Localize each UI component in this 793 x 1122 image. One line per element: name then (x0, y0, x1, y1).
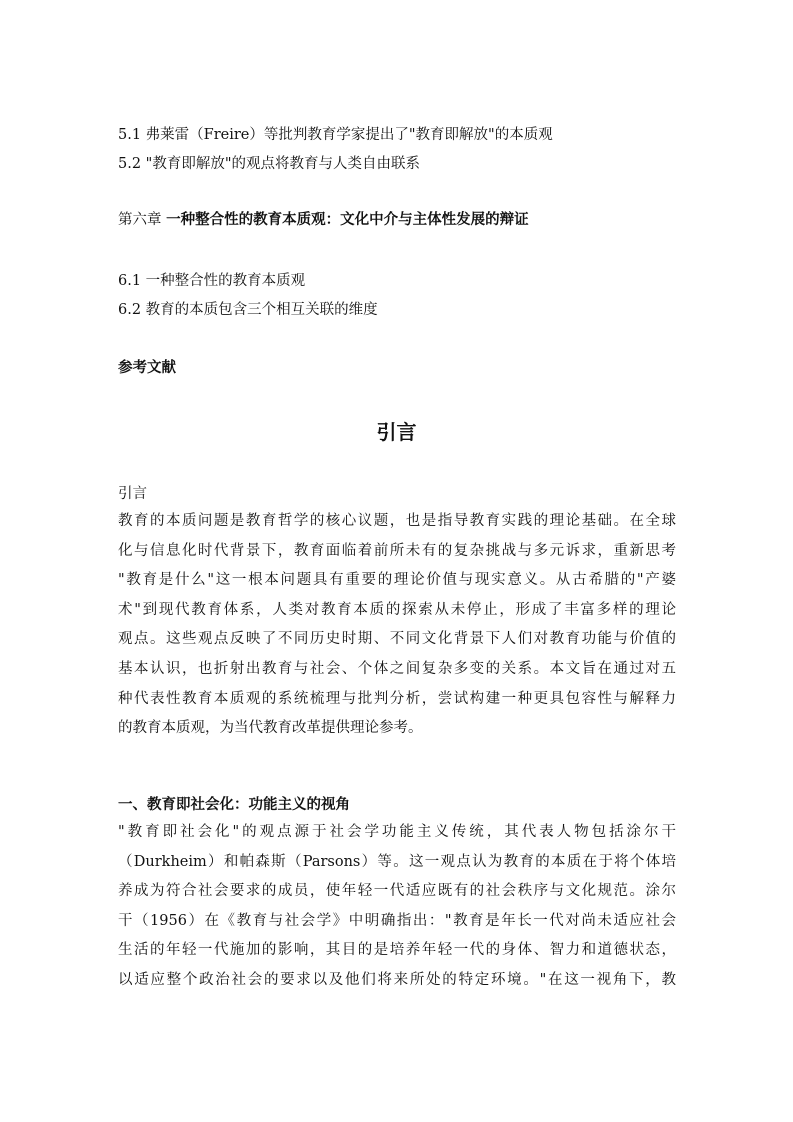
page-title: 引言 (376, 420, 417, 444)
intro-label: 引言 (118, 486, 147, 502)
toc-references[interactable]: 参考文献 (118, 360, 176, 376)
section-1-line: 干（1956）在《教育与社会学》中明确指出："教育是年长一代对尚未适应社会 (118, 912, 676, 929)
intro-line: 种代表性教育本质观的系统梳理与批判分析，尝试构建一种更具包容性与解释力 (118, 690, 676, 707)
chapter-6-number: 第六章 (118, 212, 167, 228)
intro-line: 的教育本质观，为当代教育改革提供理论参考。 (118, 720, 423, 737)
intro-line: 术"到现代教育体系，人类对教育本质的探索从未停止，形成了丰富多样的理论 (118, 601, 676, 618)
toc-chapter-6[interactable] (118, 210, 529, 230)
intro-line: 观点。这些观点反映了不同历史时期、不同文化背景下人们对教育功能与价值的 (118, 631, 676, 648)
toc-entry-6-1[interactable]: 6.1 一种整合性的教育本质观 (118, 273, 306, 289)
section-1-paragraph (118, 818, 676, 996)
section-1-line: "教育即社会化"的观点源于社会学功能主义传统，其代表人物包括涂尔干 (118, 824, 676, 840)
section-1-line: 生活的年轻一代施加的影响，其目的是培养年轻一代的身体、智力和道德状态， (118, 942, 676, 959)
section-1-line: 以适应整个政治社会的要求以及他们将来所处的特定环境。"在这一视角下，教 (118, 971, 676, 988)
intro-paragraph (118, 507, 676, 744)
toc-entry-5-2[interactable]: 5.2 "教育即解放"的观点将教育与人类自由联系 (118, 156, 421, 172)
toc-entry-6-2[interactable]: 6.2 教育的本质包含三个相互关联的维度 (118, 302, 378, 318)
intro-line: 化与信息化时代背景下，教育面临着前所未有的复杂挑战与多元诉求，重新思考 (118, 542, 676, 559)
intro-line: 基本认识，也折射出教育与社会、个体之间复杂多变的关系。本文旨在通过对五 (118, 660, 676, 677)
toc-entry-5-1[interactable]: 5.1 弗莱雷（Freire）等批判教育学家提出了"教育即解放"的本质观 (118, 127, 553, 143)
section-1-line: 养成为符合社会要求的成员，使年轻一代适应既有的社会秩序与文化规范。涂尔 (118, 883, 676, 900)
section-1-heading: 一、教育即社会化：功能主义的视角 (118, 797, 350, 813)
section-1-line: （Durkheim）和帕森斯（Parsons）等。这一观点认为教育的本质在于将个体培 (118, 853, 676, 870)
intro-line: "教育是什么"这一根本问题具有重要的理论价值与现实意义。从古希腊的"产婆 (118, 572, 676, 589)
chapter-6-title: 一种整合性的教育本质观：文化中介与主体性发展的辩证 (166, 212, 529, 228)
intro-line: 教育的本质问题是教育哲学的核心议题，也是指导教育实践的理论基础。在全球 (118, 513, 676, 529)
